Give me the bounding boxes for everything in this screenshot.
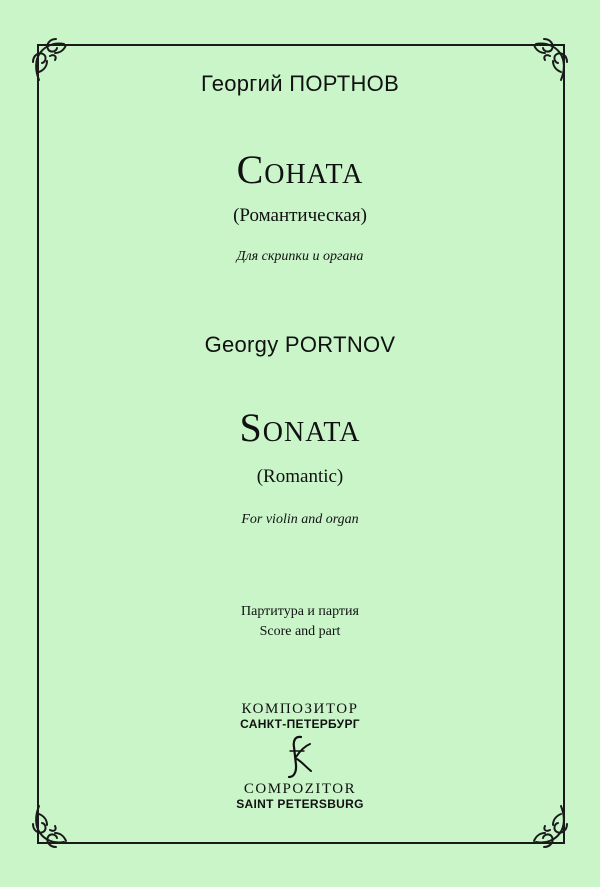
compozitor-k-logo-icon [284,735,316,779]
score-type-en: Score and part [259,624,341,639]
instrumentation-ru: Для скрипки и органа [236,249,364,264]
composer-name-ru: Георгий ПОРТНОВ [200,71,400,96]
publisher-city-en: SAINT PETERSBURG [236,797,364,811]
publisher-name-en: COMPOZITOR [243,781,357,797]
title-ru: Соната [236,147,364,192]
instrumentation-en: For violin and organ [241,512,359,527]
composer-name-en: Georgy PORTNOV [204,332,396,357]
score-type-ru: Партитура и партия [241,604,359,619]
subtitle-ru: (Романтическая) [233,205,367,226]
publisher-name-ru: КОМПОЗИТОР [241,701,359,717]
subtitle-en: (Romantic) [256,466,344,487]
publisher-city-ru: САНКТ-ПЕТЕРБУРГ [240,717,360,731]
title-en: Sonata [239,405,361,450]
